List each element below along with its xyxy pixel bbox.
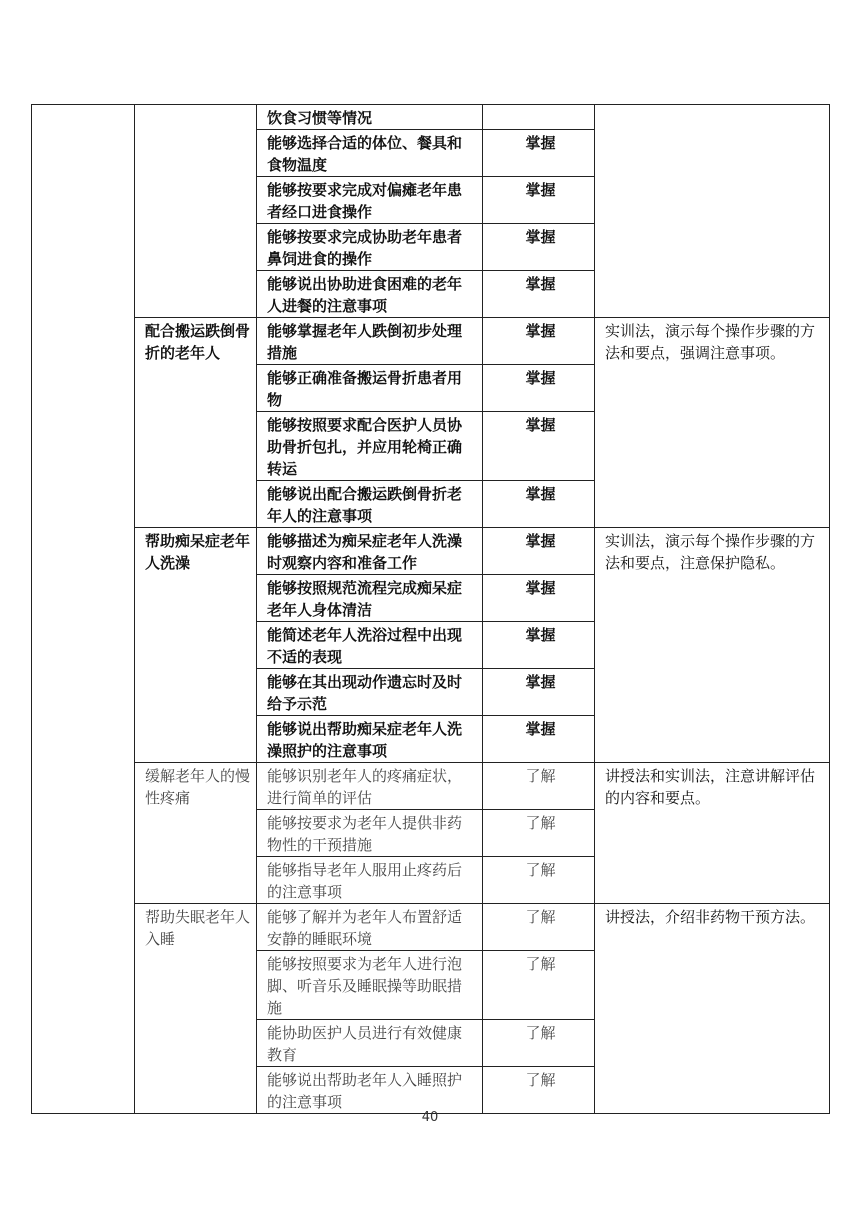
content-cell: 能够正确准备搬运骨折患者用物 <box>257 365 483 412</box>
unit-cell: 帮助痴呆症老年人洗澡 <box>135 528 257 763</box>
content-cell: 能够说出配合搬运跌倒骨折老年人的注意事项 <box>257 481 483 528</box>
level-cell: 掌握 <box>483 412 595 481</box>
level-cell: 掌握 <box>483 575 595 622</box>
content-cell: 能够掌握老年人跌倒初步处理措施 <box>257 318 483 365</box>
category-cell <box>32 105 135 1114</box>
content-cell: 能够按要求为老年人提供非药物性的干预措施 <box>257 810 483 857</box>
level-cell: 掌握 <box>483 365 595 412</box>
table-row <box>32 528 830 575</box>
content-cell: 能够说出帮助老年人入睡照护的注意事项 <box>257 1067 483 1114</box>
content-cell: 能够指导老年人服用止疼药后的注意事项 <box>257 857 483 904</box>
level-cell: 掌握 <box>483 481 595 528</box>
method-cell: 讲授法和实训法，注意讲解评估的内容和要点。 <box>595 763 830 904</box>
content-cell: 能够描述为痴呆症老年人洗澡时观察内容和准备工作 <box>257 528 483 575</box>
content-cell: 能够按照要求配合医护人员协助骨折包扎，并应用轮椅正确转运 <box>257 412 483 481</box>
page-number: 40 <box>421 1110 439 1125</box>
syllabus-table <box>31 104 830 1114</box>
content-cell: 能够识别老年人的疼痛症状，进行简单的评估 <box>257 763 483 810</box>
level-cell: 掌握 <box>483 669 595 716</box>
content-cell: 能够按要求完成协助老年患者鼻饲进食的操作 <box>257 224 483 271</box>
content-cell: 能够选择合适的体位、餐具和食物温度 <box>257 130 483 177</box>
level-cell: 掌握 <box>483 716 595 763</box>
level-cell: 了解 <box>483 1020 595 1067</box>
unit-cell: 配合搬运跌倒骨折的老年人 <box>135 318 257 528</box>
level-cell: 了解 <box>483 951 595 1020</box>
table-row <box>32 904 830 951</box>
method-cell <box>595 105 830 318</box>
content-cell: 饮食习惯等情况 <box>257 105 483 130</box>
level-cell: 掌握 <box>483 318 595 365</box>
table-row <box>32 105 830 130</box>
table-row <box>32 318 830 365</box>
unit-cell <box>135 105 257 318</box>
table-row <box>32 763 830 810</box>
level-cell <box>483 105 595 130</box>
content-cell: 能够按要求完成对偏瘫老年患者经口进食操作 <box>257 177 483 224</box>
content-cell: 能够按照要求为老年人进行泡脚、听音乐及睡眠操等助眠措施 <box>257 951 483 1020</box>
level-cell: 掌握 <box>483 130 595 177</box>
content-cell: 能够按照规范流程完成痴呆症老年人身体清洁 <box>257 575 483 622</box>
unit-cell: 帮助失眠老年人入睡 <box>135 904 257 1114</box>
content-cell: 能够了解并为老年人布置舒适安静的睡眠环境 <box>257 904 483 951</box>
level-cell: 掌握 <box>483 528 595 575</box>
level-cell: 掌握 <box>483 224 595 271</box>
unit-cell: 缓解老年人的慢性疼痛 <box>135 763 257 904</box>
method-cell: 实训法，演示每个操作步骤的方法和要点，强调注意事项。 <box>595 318 830 528</box>
level-cell: 掌握 <box>483 622 595 669</box>
content-cell: 能协助医护人员进行有效健康教育 <box>257 1020 483 1067</box>
level-cell: 了解 <box>483 1067 595 1114</box>
method-cell: 实训法，演示每个操作步骤的方法和要点，注意保护隐私。 <box>595 528 830 763</box>
level-cell: 掌握 <box>483 271 595 318</box>
level-cell: 了解 <box>483 857 595 904</box>
content-cell: 能够说出帮助痴呆症老年人洗澡照护的注意事项 <box>257 716 483 763</box>
level-cell: 掌握 <box>483 177 595 224</box>
content-cell: 能简述老年人洗浴过程中出现不适的表现 <box>257 622 483 669</box>
content-cell: 能够在其出现动作遗忘时及时给予示范 <box>257 669 483 716</box>
level-cell: 了解 <box>483 763 595 810</box>
level-cell: 了解 <box>483 904 595 951</box>
level-cell: 了解 <box>483 810 595 857</box>
content-cell: 能够说出协助进食困难的老年人进餐的注意事项 <box>257 271 483 318</box>
method-cell: 讲授法，介绍非药物干预方法。 <box>595 904 830 1114</box>
